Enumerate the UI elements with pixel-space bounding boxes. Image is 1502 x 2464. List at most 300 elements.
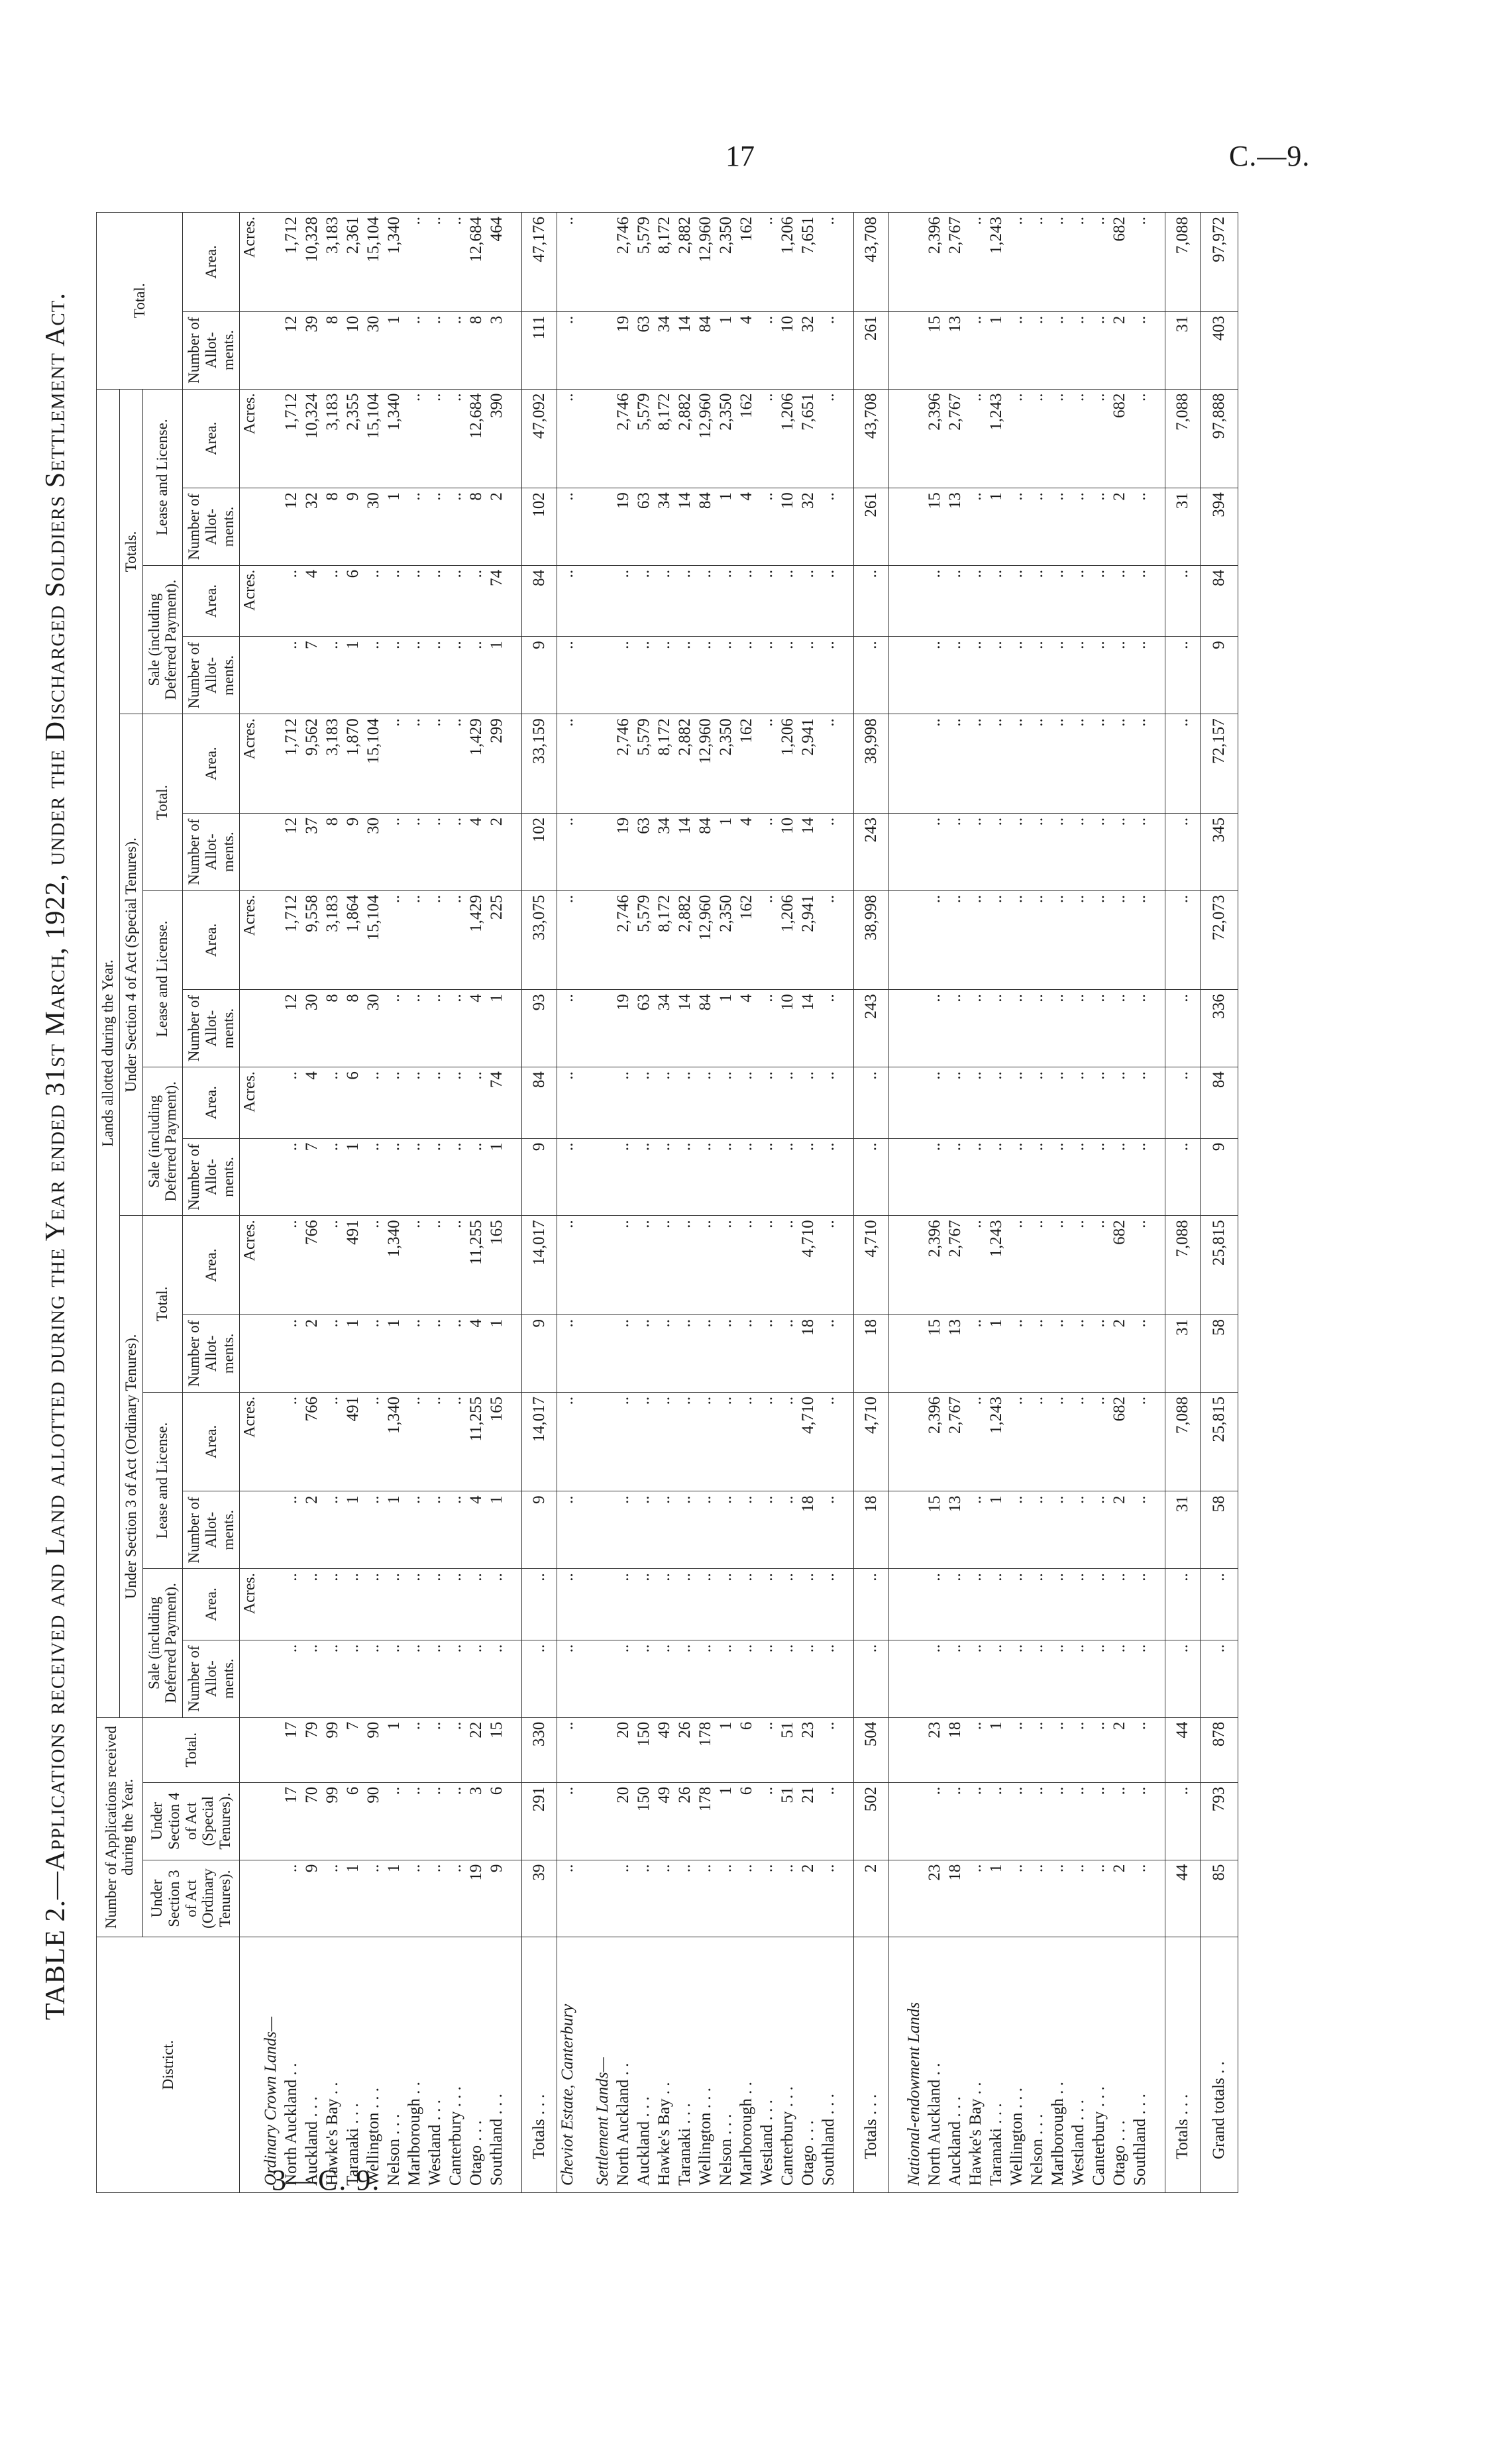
value-cell: .. [1130, 1491, 1150, 1569]
value-cell: 7 [343, 1717, 363, 1782]
value-cell: 299 [486, 714, 507, 814]
value-cell: 49 [654, 1782, 674, 1860]
table-row [716, 213, 736, 2193]
value-cell [578, 311, 592, 389]
value-cell: .. [1130, 1717, 1150, 1782]
district-cell: Wellington . . . [1006, 1937, 1027, 2193]
spacer-row [839, 213, 854, 2193]
value-cell: .. [1027, 1717, 1047, 1782]
value-cell [1150, 565, 1165, 637]
value-cell [578, 565, 592, 637]
value-cell: .. [757, 1138, 777, 1216]
value-cell: .. [404, 1138, 425, 1216]
header-number: Number of Allot-ments. [183, 1491, 240, 1569]
unit-label: Acres. [240, 565, 261, 637]
value-cell: 47,092 [522, 389, 557, 488]
value-cell: .. [1068, 389, 1089, 488]
value-cell: .. [924, 990, 945, 1067]
value-cell [578, 1067, 592, 1139]
value-cell: .. [818, 1717, 839, 1782]
value-cell [839, 565, 854, 637]
district-cell: Hawke's Bay . . [654, 1937, 674, 2193]
value-cell: .. [945, 565, 965, 637]
value-cell: 12 [281, 813, 301, 890]
value-cell [260, 213, 281, 312]
value-cell: .. [1027, 1491, 1047, 1569]
value-cell: 102 [522, 488, 557, 566]
value-cell: 8 [466, 311, 486, 389]
value-cell: .. [924, 813, 945, 890]
value-cell: .. [425, 1138, 445, 1216]
value-cell: 30 [363, 990, 384, 1067]
value-cell [507, 637, 522, 714]
header-totals-group: Totals. [119, 389, 142, 714]
value-cell: .. [818, 565, 839, 637]
value-cell: .. [1006, 1569, 1027, 1640]
value-cell: 165 [486, 1216, 507, 1315]
value-cell [1150, 1640, 1165, 1717]
value-cell: .. [757, 1569, 777, 1640]
value-cell: 1 [716, 311, 736, 389]
value-cell: .. [281, 1314, 301, 1392]
value-cell: 291 [522, 1782, 557, 1860]
value-cell: .. [486, 1640, 507, 1717]
value-cell: .. [1027, 1067, 1047, 1139]
value-cell: .. [384, 990, 404, 1067]
value-cell: .. [445, 1216, 466, 1315]
value-cell: .. [736, 1569, 757, 1640]
header-s3-lease: Lease and License. [142, 1392, 183, 1568]
district-cell: Wellington . . . [363, 1937, 384, 2193]
value-cell [889, 1392, 904, 1491]
value-cell: 22 [466, 1717, 486, 1782]
value-cell: 4 [736, 488, 757, 566]
value-cell: .. [757, 813, 777, 890]
value-cell [839, 1782, 854, 1860]
value-cell: .. [1027, 311, 1047, 389]
value-cell [904, 1067, 924, 1139]
value-cell: .. [363, 1491, 384, 1569]
value-cell: .. [1006, 990, 1027, 1067]
district-cell: Wellington . . . [695, 1937, 716, 2193]
value-cell: .. [945, 1067, 965, 1139]
value-cell [578, 1569, 592, 1640]
value-cell: .. [1089, 1717, 1109, 1782]
value-cell [904, 1216, 924, 1315]
value-cell: .. [674, 637, 695, 714]
value-cell: 30 [363, 488, 384, 566]
value-cell: .. [613, 1067, 633, 1139]
value-cell: .. [716, 1216, 736, 1315]
value-cell [889, 1314, 904, 1392]
table-row [1068, 213, 1089, 2193]
table-row [695, 213, 716, 2193]
value-cell: 1 [384, 488, 404, 566]
value-cell: .. [425, 311, 445, 389]
value-cell: .. [1089, 1392, 1109, 1491]
value-cell: 63 [633, 813, 654, 890]
header-app-s4: Under Section 4 of Act (Special Tenures). [142, 1782, 240, 1860]
value-cell: 58 [1201, 1314, 1238, 1392]
district-cell: Totals . . . [1165, 1937, 1201, 2193]
value-cell [839, 488, 854, 566]
value-cell: .. [757, 311, 777, 389]
value-cell [592, 389, 613, 488]
header-s4-total: Total. [142, 714, 183, 890]
value-cell: .. [1027, 714, 1047, 814]
value-cell: .. [818, 1782, 839, 1860]
value-cell: .. [1165, 1782, 1201, 1860]
value-cell: .. [1089, 813, 1109, 890]
value-cell: 3,183 [322, 389, 343, 488]
value-cell: .. [363, 1067, 384, 1139]
table-row [301, 213, 322, 2193]
value-cell: .. [425, 1314, 445, 1392]
value-cell: 9 [301, 1860, 322, 1937]
value-cell: .. [736, 565, 757, 637]
value-cell [592, 1138, 613, 1216]
value-cell [507, 1067, 522, 1139]
value-cell [578, 1640, 592, 1717]
header-area: Area. [183, 213, 240, 312]
value-cell [839, 714, 854, 814]
value-cell [578, 890, 592, 990]
value-cell: .. [1027, 1216, 1047, 1315]
value-cell: 63 [633, 311, 654, 389]
value-cell: .. [445, 311, 466, 389]
value-cell: .. [404, 1569, 425, 1640]
value-cell: 43,708 [854, 213, 889, 312]
table-row [425, 213, 445, 2193]
district-cell: Hawke's Bay . . [322, 1937, 343, 2193]
table-row [281, 213, 301, 2193]
value-cell: 18 [945, 1717, 965, 1782]
value-cell: .. [425, 1216, 445, 1315]
value-cell: .. [757, 1491, 777, 1569]
value-cell: .. [1047, 990, 1068, 1067]
value-cell: 1 [343, 1860, 363, 1937]
value-cell: 111 [522, 311, 557, 389]
value-cell: 7,651 [798, 389, 818, 488]
value-cell: .. [757, 488, 777, 566]
value-cell: 20 [613, 1782, 633, 1860]
header-number: Number of Allot-ments. [183, 1138, 240, 1216]
value-cell: 2,882 [674, 213, 695, 312]
value-cell [1150, 1491, 1165, 1569]
value-cell: 261 [854, 311, 889, 389]
value-cell: 12 [281, 990, 301, 1067]
value-cell: .. [363, 1138, 384, 1216]
value-cell: 1 [486, 1491, 507, 1569]
printer-signature: 3—C. 9. [272, 2164, 381, 2196]
value-cell: 345 [1201, 813, 1238, 890]
value-cell: 23 [924, 1717, 945, 1782]
value-cell: .. [1068, 890, 1089, 990]
value-cell [260, 890, 281, 990]
value-cell: .. [363, 1216, 384, 1315]
value-cell: .. [965, 1782, 986, 1860]
header-s4-sale: Sale (including Deferred Payment). [142, 1067, 183, 1216]
value-cell: .. [818, 1569, 839, 1640]
value-cell: 14 [674, 311, 695, 389]
value-cell: .. [986, 1640, 1006, 1717]
value-cell: .. [986, 1782, 1006, 1860]
value-cell [260, 637, 281, 714]
value-cell: .. [522, 1640, 557, 1717]
value-cell: 19 [613, 813, 633, 890]
header-number: Number of Allot-ments. [183, 1314, 240, 1392]
value-cell: 15 [486, 1717, 507, 1782]
value-cell: .. [557, 389, 578, 488]
value-cell: .. [633, 1491, 654, 1569]
value-cell: .. [945, 890, 965, 990]
value-cell: .. [425, 565, 445, 637]
value-cell: 17 [281, 1782, 301, 1860]
value-cell: .. [924, 1640, 945, 1717]
value-cell: .. [986, 714, 1006, 814]
value-cell: 10 [343, 311, 363, 389]
value-cell: .. [1130, 1314, 1150, 1392]
value-cell [839, 1640, 854, 1717]
value-cell: 1 [986, 1314, 1006, 1392]
value-cell: .. [695, 1138, 716, 1216]
value-cell: 85 [1201, 1860, 1238, 1937]
value-cell: .. [1027, 1314, 1047, 1392]
value-cell: 2 [1109, 1717, 1130, 1782]
value-cell: .. [1027, 890, 1047, 990]
value-cell: .. [1165, 565, 1201, 637]
value-cell: .. [384, 1067, 404, 1139]
value-cell: .. [1089, 990, 1109, 1067]
value-cell: .. [1130, 1640, 1150, 1717]
table-row [924, 213, 945, 2193]
table-row [965, 213, 986, 2193]
value-cell [839, 1860, 854, 1937]
value-cell: 31 [1165, 488, 1201, 566]
value-cell: .. [557, 1138, 578, 1216]
value-cell: .. [445, 714, 466, 814]
value-cell: 7,088 [1165, 1216, 1201, 1315]
value-cell: .. [1089, 1138, 1109, 1216]
value-cell [839, 1569, 854, 1640]
value-cell: .. [986, 1067, 1006, 1139]
grand-totals-row [1201, 213, 1238, 2193]
value-cell: .. [1006, 565, 1027, 637]
value-cell: .. [1089, 890, 1109, 990]
value-cell: .. [633, 1860, 654, 1937]
value-cell: .. [924, 714, 945, 814]
value-cell: .. [384, 1640, 404, 1717]
value-cell [578, 1491, 592, 1569]
district-cell [507, 1937, 522, 2193]
value-cell: .. [1165, 1138, 1201, 1216]
applications-land-table [96, 212, 1238, 2193]
value-cell: .. [466, 565, 486, 637]
value-cell [904, 990, 924, 1067]
value-cell: 23 [798, 1717, 818, 1782]
district-cell: North Auckland . . [281, 1937, 301, 2193]
district-cell: Cheviot Estate, Canterbury [557, 1937, 578, 2193]
value-cell: .. [633, 1640, 654, 1717]
value-cell: .. [965, 1138, 986, 1216]
value-cell [578, 1860, 592, 1937]
value-cell: .. [945, 1138, 965, 1216]
header-district: District. [97, 1937, 240, 2193]
value-cell: .. [654, 1392, 674, 1491]
value-cell: 2,350 [716, 213, 736, 312]
value-cell: .. [1068, 1138, 1089, 1216]
value-cell: .. [557, 1314, 578, 1392]
value-cell [578, 813, 592, 890]
value-cell: 4,710 [854, 1392, 889, 1491]
value-cell: .. [1068, 637, 1089, 714]
value-cell: .. [1089, 488, 1109, 566]
value-cell: .. [322, 1569, 343, 1640]
value-cell: .. [466, 1640, 486, 1717]
value-cell: .. [818, 637, 839, 714]
value-cell [507, 1569, 522, 1640]
value-cell: .. [965, 1314, 986, 1392]
value-cell [260, 389, 281, 488]
value-cell: 102 [522, 813, 557, 890]
value-cell: 6 [343, 1782, 363, 1860]
value-cell [592, 1067, 613, 1139]
value-cell [889, 1138, 904, 1216]
value-cell: .. [757, 1782, 777, 1860]
value-cell: 1 [716, 1782, 736, 1860]
value-cell: .. [281, 1392, 301, 1491]
value-cell: .. [654, 1491, 674, 1569]
value-cell: .. [445, 1314, 466, 1392]
value-cell: .. [404, 213, 425, 312]
value-cell: .. [818, 813, 839, 890]
value-cell: 13 [945, 1491, 965, 1569]
value-cell: .. [445, 1569, 466, 1640]
value-cell [889, 813, 904, 890]
value-cell [839, 1216, 854, 1315]
value-cell: 43,708 [854, 389, 889, 488]
value-cell: .. [1068, 213, 1089, 312]
unit-row [240, 213, 261, 2193]
value-cell: .. [736, 1067, 757, 1139]
value-cell [578, 1138, 592, 1216]
district-cell: North Auckland . . [924, 1937, 945, 2193]
header-s3-group: Under Section 3 of Act (Ordinary Tenures). [119, 1216, 142, 1717]
value-cell: 1 [986, 1860, 1006, 1937]
value-cell: 13 [945, 1314, 965, 1392]
value-cell: .. [1068, 1569, 1089, 1640]
value-cell: .. [1068, 1640, 1089, 1717]
value-cell: 34 [654, 311, 674, 389]
value-cell: .. [757, 1717, 777, 1782]
value-cell: .. [613, 1491, 633, 1569]
value-cell: 2,941 [798, 714, 818, 814]
value-cell: .. [1006, 1491, 1027, 1569]
value-cell: .. [945, 990, 965, 1067]
value-cell: 2,396 [924, 389, 945, 488]
value-cell: .. [1165, 714, 1201, 814]
value-cell: .. [1068, 1314, 1089, 1392]
value-cell [904, 213, 924, 312]
value-cell: .. [1068, 1717, 1089, 1782]
value-cell: .. [322, 637, 343, 714]
value-cell [839, 1392, 854, 1491]
value-cell: .. [1089, 1491, 1109, 1569]
value-cell: 504 [854, 1717, 889, 1782]
value-cell: .. [322, 1860, 343, 1937]
value-cell: .. [1068, 714, 1089, 814]
value-cell: 1 [986, 1491, 1006, 1569]
value-cell [889, 1569, 904, 1640]
value-cell: 4 [301, 565, 322, 637]
value-cell: .. [965, 311, 986, 389]
value-cell: 9 [486, 1860, 507, 1937]
value-cell [889, 1491, 904, 1569]
value-cell: 15 [924, 1314, 945, 1392]
value-cell: 1 [716, 1717, 736, 1782]
value-cell: .. [1047, 1782, 1068, 1860]
value-cell: .. [757, 637, 777, 714]
value-cell: 12,684 [466, 213, 486, 312]
value-cell [592, 1640, 613, 1717]
value-cell: .. [736, 1491, 757, 1569]
district-cell [889, 1937, 904, 2193]
value-cell [507, 1860, 522, 1937]
value-cell: 2 [798, 1860, 818, 1937]
value-cell [260, 990, 281, 1067]
value-cell: .. [613, 1216, 633, 1315]
value-cell: 74 [486, 1067, 507, 1139]
value-cell [889, 1067, 904, 1139]
header-area: Area. [183, 1569, 240, 1640]
table-row [633, 213, 654, 2193]
value-cell: 63 [633, 488, 654, 566]
value-cell: 2,746 [613, 389, 633, 488]
value-cell: 2,882 [674, 890, 695, 990]
value-cell: .. [363, 1569, 384, 1640]
district-cell: Southland . . . [1130, 1937, 1150, 2193]
value-cell: .. [965, 565, 986, 637]
value-cell [1150, 890, 1165, 990]
value-cell: .. [924, 890, 945, 990]
district-cell: Otago . . . [466, 1937, 486, 2193]
header-area: Area. [183, 1216, 240, 1315]
value-cell: .. [425, 1392, 445, 1491]
value-cell [592, 714, 613, 814]
value-cell [904, 813, 924, 890]
value-cell: .. [281, 637, 301, 714]
value-cell [578, 1717, 592, 1782]
value-cell: .. [924, 1138, 945, 1216]
value-cell: .. [965, 714, 986, 814]
value-cell [889, 714, 904, 814]
value-cell: .. [654, 1569, 674, 1640]
value-cell: .. [425, 1491, 445, 1569]
district-cell: North Auckland . . [613, 1937, 633, 2193]
value-cell: 10 [777, 990, 798, 1067]
value-cell: .. [818, 1640, 839, 1717]
value-cell: 4 [736, 311, 757, 389]
value-cell: 23 [924, 1860, 945, 1937]
value-cell: .. [322, 1138, 343, 1216]
value-cell: .. [1201, 1569, 1238, 1640]
value-cell [592, 890, 613, 990]
value-cell: .. [1130, 488, 1150, 566]
value-cell: 18 [798, 1314, 818, 1392]
value-cell: 1 [384, 1491, 404, 1569]
value-cell: .. [818, 1860, 839, 1937]
value-cell: 72,157 [1201, 714, 1238, 814]
